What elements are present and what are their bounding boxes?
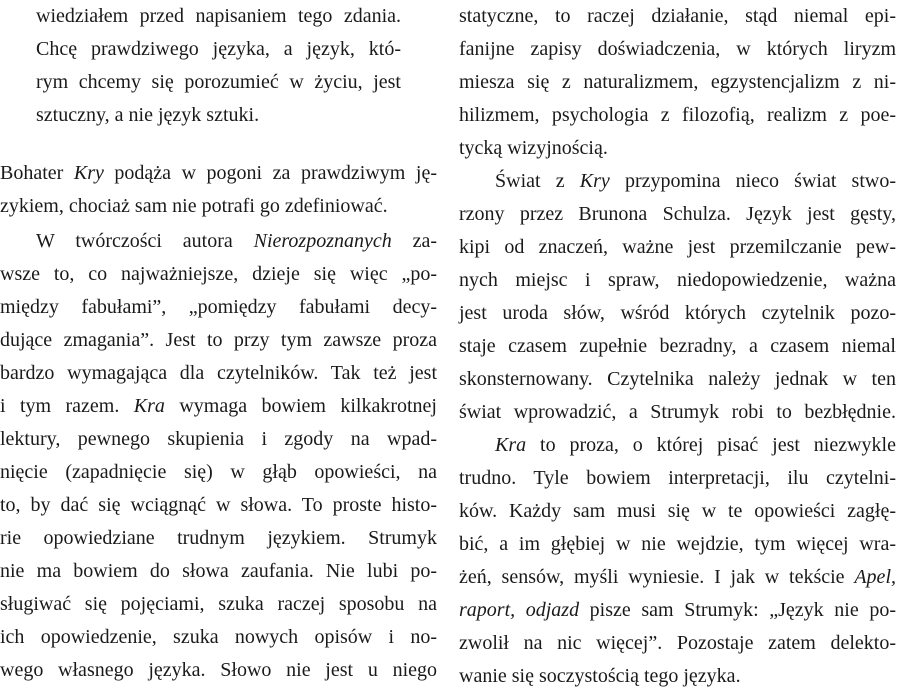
quote-line: rym chcemy się porozumieć w życiu, jest	[36, 71, 401, 93]
text-line: hilizmem, psychologia z filozofią, realizm z poe-	[459, 104, 896, 126]
text-line: między fabułami”, „pomiędzy fabułami decy-	[0, 296, 437, 318]
text-line: żeń, sensów, myśli wyniesie. I jak w tekście Apel,	[459, 566, 896, 588]
text-line: miesza się z naturalizmem, egzystencjalizm z ni-	[459, 71, 896, 93]
text-line: fanijne zapisy doświadczenia, w których liryzm	[459, 38, 896, 60]
text-line: Bohater Kry podąża w pogoni za prawdziwym ję-	[0, 162, 437, 184]
text-line: wanie się soczystością tego języka.	[459, 665, 741, 687]
text-line: W twórczości autora Nierozpoznanych za-	[36, 230, 437, 252]
text-line: jest uroda słów, wśród których czytelnik pozo-	[459, 302, 896, 324]
text-line: świat wprowadzić, a Strumyk robi to bezbłędnie.	[459, 401, 896, 423]
text-line: tycką wizyjnością.	[459, 137, 608, 159]
text-line: staje czasem zupełnie bezradny, a czasem niemal	[459, 335, 896, 357]
text-line: statyczne, to raczej działanie, stąd niemal epi-	[459, 5, 896, 27]
text-line: sługiwać się pojęciami, szuka raczej sposobu na	[0, 593, 437, 615]
text-line: wsze to, co najważniejsze, dzieje się więc „po-	[0, 263, 437, 285]
text-line: Świat z Kry przypomina nieco świat stwo-	[495, 170, 897, 192]
text-line: rie opowiedziane trudnym językiem. Strumyk	[0, 527, 437, 549]
text-line: zwolił na nic więcej”. Pozostaje zatem delekto-	[459, 632, 896, 654]
text-line: kipi od znaczeń, ważne jest przemilczanie pew-	[459, 236, 896, 258]
text-line: lektury, pewnego skupienia i zgody na wpad-	[0, 428, 437, 450]
text-line: ków. Każdy sam musi się w te opowieści zagłę-	[459, 500, 896, 522]
text-line: ich opowiedzenie, szuka nowych opisów i no-	[0, 626, 437, 648]
text-line: bić, a im głębiej w nie wejdzie, tym więcej wra-	[459, 533, 896, 555]
text-line: dujące zmagania”. Jest to przy tym zawsze proza	[0, 329, 437, 351]
text-line: skonsternowany. Czytelnika należy jednak w ten	[459, 368, 896, 390]
text-line: wego własnego języka. Słowo nie jest u niego	[0, 659, 437, 681]
text-line: nięcie (zapadnięcie się) w głąb opowieści, na	[0, 461, 437, 483]
text-line: Kra to proza, o której pisać jest niezwykle	[495, 434, 896, 456]
text-line: raport, odjazd pisze sam Strumyk: „Język nie po-	[459, 599, 896, 621]
text-line: to, by dać się wciągnąć w słowa. To proste histo-	[0, 494, 437, 516]
text-line: trudno. Tyle bowiem interpretacji, ilu czytelni-	[459, 467, 896, 489]
text-line: nych miejsc i spraw, niedopowiedzenie, ważna	[459, 269, 896, 291]
text-line: bardzo wymagająca dla czytelników. Tak też jest	[0, 362, 437, 384]
text-line: nie ma bowiem do słowa zaufania. Nie lubi po-	[0, 560, 437, 582]
quote-line: wiedziałem przed napisaniem tego zdania.	[36, 5, 401, 27]
text-line: zykiem, chociaż sam nie potrafi go zdefiniować.	[0, 195, 388, 217]
text-line: rzony przez Brunona Schulza. Język jest gęsty,	[459, 203, 896, 225]
quote-line: Chcę prawdziwego języka, a język, któ-	[36, 38, 401, 60]
quote-line: sztuczny, a nie język sztuki.	[36, 104, 260, 126]
text-line: i tym razem. Kra wymaga bowiem kilkakrotnej	[0, 395, 437, 417]
